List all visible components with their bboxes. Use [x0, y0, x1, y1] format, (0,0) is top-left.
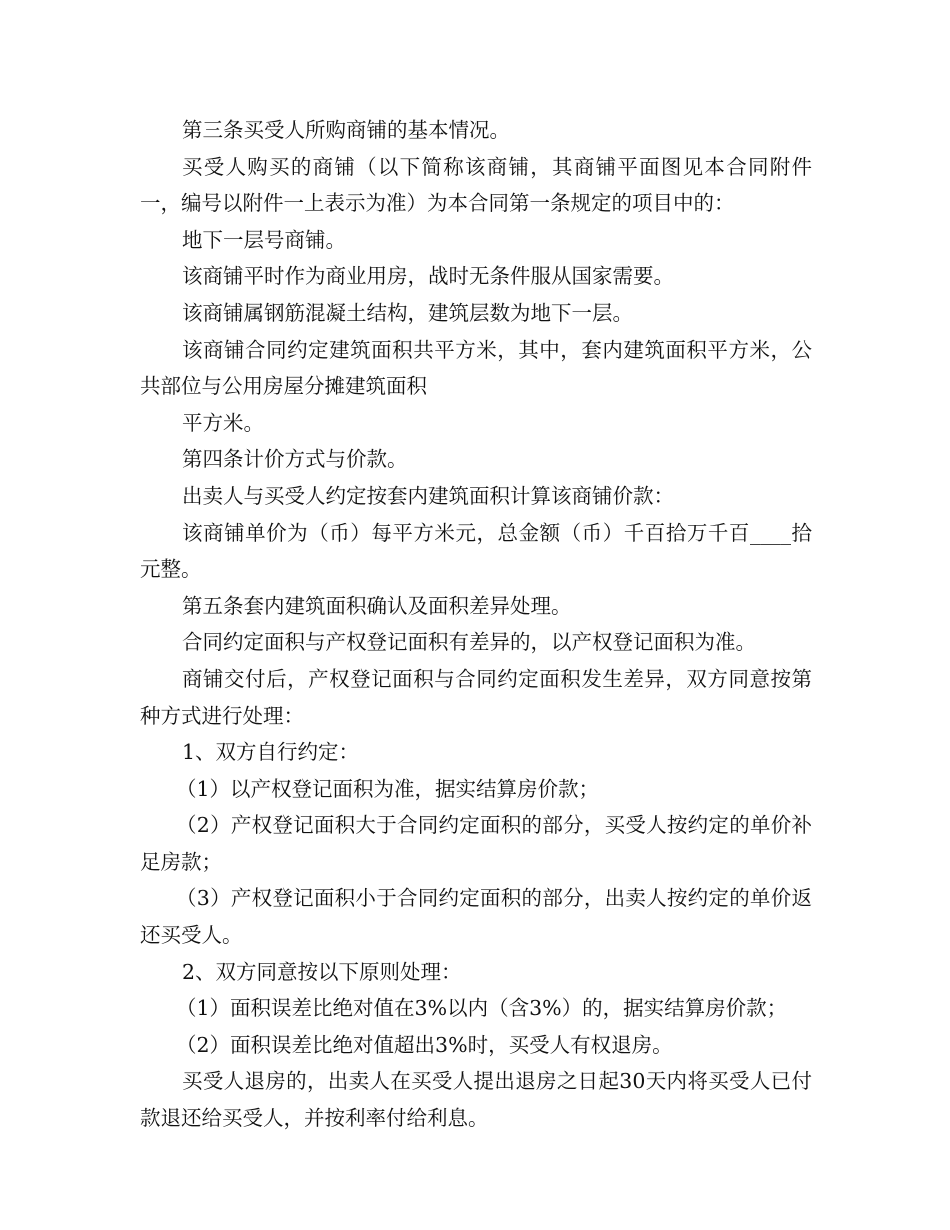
- article-3-heading: 第三条买受人所购商铺的基本情况。: [182, 118, 510, 142]
- paragraph: 地下一层号商铺。: [182, 227, 346, 252]
- paragraph: 商铺交付后，产权登记面积与合同约定面积发生差异，双方同意按第种方式进行处理：: [140, 666, 812, 728]
- list-item: （3）产权登记面积小于合同约定面积的部分，出卖人按约定的单价返还买受人。: [140, 886, 812, 948]
- list-item: 2、双方同意按以下原则处理：: [182, 959, 462, 984]
- list-item: （1）以产权登记面积为准，据实结算房价款；: [176, 776, 600, 801]
- paragraph: 该商铺属钢筋混凝土结构，建筑层数为地下一层。: [182, 300, 633, 325]
- article-5-heading: 第五条套内建筑面积确认及面积差异处理。: [182, 593, 572, 618]
- paragraph: 买受人购买的商铺（以下简称该商铺，其商铺平面图见本合同附件一，编号以附件一上表示为准）为本合同第一条规定的项目中的：: [140, 154, 812, 216]
- list-item: （2）面积误差比绝对值超出3%时，买受人有权退房。: [176, 1032, 673, 1057]
- paragraph: 出卖人与买受人约定按套内建筑面积计算该商铺价款：: [182, 483, 674, 508]
- list-item: 1、双方自行约定：: [182, 740, 360, 765]
- list-item: （2）产权登记面积大于合同约定面积的部分，买受人按约定的单价补足房款；: [140, 813, 812, 874]
- paragraph: 买受人退房的，出卖人在买受人提出退房之日起30天内将买受人已付款退还给买受人，并按利率付给利息。: [140, 1069, 812, 1131]
- list-item: （1）面积误差比绝对值在3%以内（含3%）的，据实结算房价款；: [176, 996, 788, 1021]
- paragraph: 该商铺单价为（币）每平方米元，总金额（币）千百拾万千百____拾元整。: [140, 520, 812, 582]
- document-page: [140, 112, 812, 1137]
- paragraph: 平方米。: [182, 410, 264, 435]
- paragraph: 该商铺平时作为商业用房，战时无条件服从国家需要。: [182, 264, 674, 289]
- paragraph: 该商铺合同约定建筑面积共平方米，其中，套内建筑面积平方米，公共部位与公用房屋分摊建筑面积: [140, 337, 812, 399]
- article-4-heading: 第四条计价方式与价款。: [182, 447, 408, 472]
- paragraph: 合同约定面积与产权登记面积有差异的，以产权登记面积为准。: [182, 630, 756, 655]
